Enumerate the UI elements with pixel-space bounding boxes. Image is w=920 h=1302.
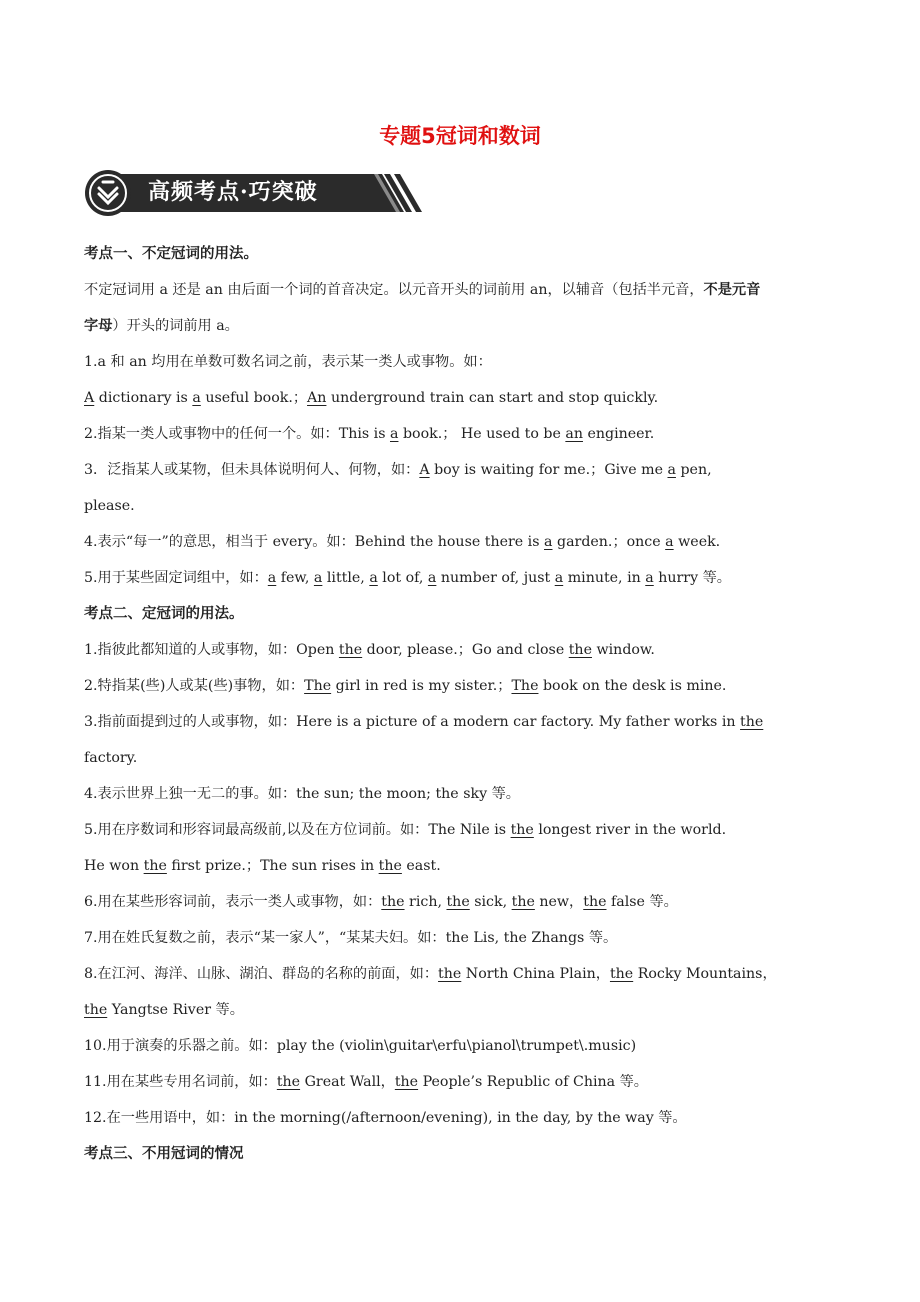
underlined-article: a <box>645 570 654 586</box>
text-line <box>84 272 856 308</box>
text-segment: week. <box>673 534 721 550</box>
text-segment: false 等。 <box>606 894 678 910</box>
text-segment: 5.用于某些固定词组中，如： <box>84 570 268 586</box>
text-line <box>84 812 856 848</box>
text-segment: door, please.；Go and close <box>362 642 569 658</box>
text-line <box>84 344 856 380</box>
text-line <box>84 776 856 812</box>
underlined-article: the <box>378 858 402 874</box>
text-segment: dictionary is <box>94 390 193 406</box>
text-segment: 3．泛指某人或某物，但未具体说明何人、何物，如： <box>84 462 420 478</box>
underlined-article: a <box>313 570 323 586</box>
banner-label: 高频考点·巧突破 <box>148 179 318 205</box>
underlined-article: the <box>276 1074 301 1090</box>
text-segment: 4.表示世界上独一无二的事。如：the sun; the moon; the sky 等。 <box>84 786 520 802</box>
underlined-article: An <box>307 390 327 406</box>
text-segment: pen, <box>675 462 712 478</box>
text-line <box>84 920 856 956</box>
underlined-article: the <box>446 894 470 910</box>
text-line <box>84 956 856 992</box>
text-segment: People’s Republic of China 等。 <box>418 1074 648 1090</box>
underlined-article: the <box>394 1074 419 1090</box>
text-segment: 1.指彼此都知道的人或事物，如：Open <box>84 642 339 658</box>
underlined-article: a <box>544 534 553 550</box>
text-segment: 3.指前面提到过的人或事物，如：Here is a picture of a modern car factory. My father works in <box>84 714 741 730</box>
underlined-article: a <box>369 570 378 586</box>
underlined-article: the <box>338 642 363 658</box>
underlined-article: a <box>267 570 277 586</box>
text-segment: hurry 等。 <box>653 570 731 586</box>
text-segment: book.； He used to be <box>398 426 566 442</box>
text-segment: 2.指某一类人或事物中的任何一个。如：This is <box>84 426 390 442</box>
text-segment: minute, in <box>563 570 646 586</box>
bold-text: 考点三、不用冠词的情况 <box>84 1146 244 1162</box>
text-segment: 1.a 和 an 均用在单数可数名词之前，表示某一类人或事物。如： <box>84 354 492 370</box>
text-segment: boy is waiting for me.；Give me <box>429 462 668 478</box>
page-title: 专题5冠词和数词 <box>379 124 541 148</box>
text-line <box>84 884 856 920</box>
underlined-article: A <box>84 390 95 406</box>
underlined-article: the <box>511 894 535 910</box>
text-segment: He won <box>84 858 144 874</box>
text-segment: underground train can start and stop quickly. <box>326 390 659 406</box>
text-line <box>84 1100 856 1136</box>
text-line <box>84 632 856 668</box>
text-segment: 4.表示“每一”的意思，相当于 every。如：Behind the house there is <box>84 534 545 550</box>
text-segment: girl in red is my sister.； <box>331 678 512 694</box>
text-line <box>84 488 856 524</box>
text-segment: sick, <box>469 894 512 910</box>
text-line <box>84 452 856 488</box>
text-line <box>84 992 856 1028</box>
text-segment: Rocky Mountains， <box>633 966 777 982</box>
underlined-article: an <box>565 426 583 442</box>
bold-text: 字母 <box>84 318 113 334</box>
text-segment: rich, <box>404 894 447 910</box>
section-heading <box>84 596 856 632</box>
section-banner <box>84 168 422 216</box>
text-line <box>84 704 856 740</box>
underlined-article: a <box>665 534 674 550</box>
text-segment: new， <box>534 894 584 910</box>
text-segment: 不定冠词用 a 还是 an 由后面一个词的首音决定。以元音开头的词前用 an，以辅音（包括半元音， <box>84 282 704 298</box>
text-segment: 7.用在姓氏复数之前，表示“某一家人”，“某某夫妇。如：the Lis, the Zhangs 等。 <box>84 930 618 946</box>
text-segment: Great Wall， <box>300 1074 395 1090</box>
text-line <box>84 524 856 560</box>
text-segment: North China Plain， <box>461 966 610 982</box>
text-segment: engineer. <box>582 426 655 442</box>
text-segment: factory. <box>84 750 138 766</box>
underlined-article: the <box>510 822 534 838</box>
text-segment: 6.用在某些形容词前，表示一类人或事物，如： <box>84 894 382 910</box>
text-line <box>84 560 856 596</box>
underlined-article: The <box>304 678 332 694</box>
underlined-article: the <box>438 966 462 982</box>
text-segment: 8.在江河、海洋、山脉、湖泊、群岛的名称的前面，如： <box>84 966 439 982</box>
text-line <box>84 848 856 884</box>
text-line <box>84 1064 856 1100</box>
text-line <box>84 1028 856 1064</box>
text-line <box>84 380 856 416</box>
text-segment: longest river in the world. <box>533 822 727 838</box>
text-segment: book on the desk is mine. <box>538 678 727 694</box>
underlined-article: The <box>511 678 539 694</box>
underlined-article: the <box>568 642 592 658</box>
section-heading <box>84 236 856 272</box>
text-segment: lot of, <box>377 570 428 586</box>
text-segment: garden.；once <box>552 534 666 550</box>
section-heading <box>84 1136 856 1172</box>
text-segment: useful book.； <box>200 390 308 406</box>
underlined-article: the <box>583 894 607 910</box>
bold-text: 考点一、不定冠词的用法。 <box>84 246 258 262</box>
text-segment: first prize.；The sun rises in <box>166 858 379 874</box>
underlined-article: the <box>381 894 405 910</box>
text-segment: 10.用于演奏的乐器之前。如：play the (violin\guitar\erfu\pianol\trumpet\.music) <box>84 1038 637 1054</box>
text-line <box>84 668 856 704</box>
document-body <box>84 236 856 1172</box>
text-line <box>84 416 856 452</box>
underlined-article: the <box>740 714 764 730</box>
underlined-article: a <box>389 426 399 442</box>
text-segment: 5.用在序数词和形容词最高级前,以及在方位词前。如：The Nile is <box>84 822 511 838</box>
underlined-article: the <box>143 858 167 874</box>
text-segment: 12.在一些用语中，如：in the morning(/afternoon/evening), in the day, by the way 等。 <box>84 1110 687 1126</box>
underlined-article: the <box>609 966 634 982</box>
underlined-article: a <box>554 570 564 586</box>
text-segment: please. <box>84 498 135 514</box>
underlined-article: a <box>192 390 201 406</box>
text-segment: few, <box>276 570 314 586</box>
bold-text: 考点二、定冠词的用法。 <box>84 606 244 622</box>
text-segment: window. <box>591 642 655 658</box>
underlined-article: a <box>427 570 437 586</box>
text-segment: east. <box>401 858 441 874</box>
text-segment: Yangtse River 等。 <box>107 1002 244 1018</box>
text-segment: 2.特指某(些)人或某(些)事物，如： <box>84 678 305 694</box>
text-segment: number of, just <box>436 570 555 586</box>
text-line <box>84 740 856 776</box>
underlined-article: A <box>419 462 430 478</box>
underlined-article: the <box>84 1002 108 1018</box>
text-segment: ）开头的词前用 a。 <box>112 318 239 334</box>
text-segment: little, <box>322 570 370 586</box>
bold-text: 不是元音 <box>703 282 761 298</box>
text-segment: 11.用在某些专用名词前，如： <box>84 1074 277 1090</box>
underlined-article: a <box>667 462 676 478</box>
text-line <box>84 308 856 344</box>
